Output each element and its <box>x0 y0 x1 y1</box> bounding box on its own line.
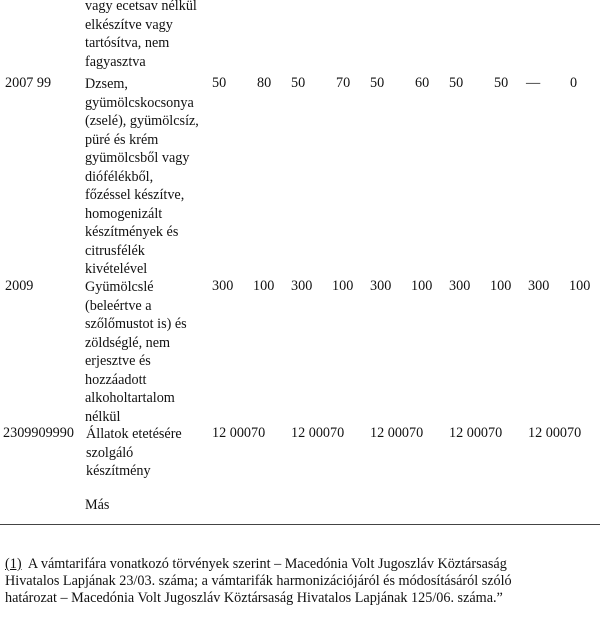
description-line: diófélékből, <box>85 168 154 185</box>
description-line: Dzsem, <box>85 76 128 92</box>
description-line: Állatok etetésére <box>86 426 182 442</box>
description-line: hozzáadott <box>85 371 147 388</box>
description-line: zöldséglé, nem <box>85 334 171 351</box>
product-description <box>86 425 216 481</box>
description-line: nélkül <box>85 408 121 425</box>
description-line: főzéssel készítve, <box>85 187 185 203</box>
duty-value: 12 00070 <box>291 425 345 441</box>
duty-value: — <box>526 75 541 91</box>
description-line: készítmény <box>86 463 151 479</box>
tariff-code: 2007 99 <box>5 75 52 91</box>
description-line: tartósítva, nem <box>85 35 170 51</box>
footnote-text: A vámtarifára vonatkozó törvények szerint – Macedónia Volt Jugoszláv Köztársaság <box>27 556 507 572</box>
description-line: szőlőmustot is) és <box>85 316 187 332</box>
duty-value: 100 <box>253 278 275 294</box>
duty-value: 50 <box>449 75 464 91</box>
description-line: elkészítve vagy <box>85 16 173 33</box>
tariff-code: 2009 <box>5 278 34 294</box>
description-line: alkoholtartalom <box>85 390 175 406</box>
duty-value: 100 <box>490 278 512 294</box>
duty-value: 100 <box>332 278 354 294</box>
description-line: homogenizált <box>85 205 163 222</box>
description-line: gyümölcsből vagy <box>85 150 190 166</box>
duty-value: 12 00070 <box>528 425 582 441</box>
description-line: vagy ecetsav nélkül <box>85 0 197 14</box>
duty-value: 300 <box>370 278 392 294</box>
duty-value: 50 <box>291 75 306 91</box>
description-line: szolgáló <box>86 444 134 461</box>
duty-value: 50 <box>212 75 227 91</box>
duty-value: 300 <box>528 278 550 294</box>
description-line: gyümölcskocsonya <box>85 94 194 111</box>
description-line: (beleértve a <box>85 297 152 314</box>
duty-value: 100 <box>411 278 433 294</box>
description-line: fagyasztva <box>85 53 146 70</box>
duty-value: 12 00070 <box>370 425 424 441</box>
other-label: Más <box>85 497 110 513</box>
duty-value: 80 <box>257 75 272 91</box>
duty-value: 0 <box>570 75 578 91</box>
product-description <box>85 75 215 279</box>
duty-value: 12 00070 <box>449 425 503 441</box>
description-line: készítmények és <box>85 224 179 240</box>
product-description <box>85 278 215 426</box>
duty-value: 100 <box>569 278 591 294</box>
duty-value: 50 <box>370 75 385 91</box>
tariff-code: 2309909990 <box>3 425 74 441</box>
duty-value: 70 <box>336 75 351 91</box>
description-line: (zselé), gyümölcsíz, <box>85 113 199 129</box>
duty-value: 300 <box>449 278 471 294</box>
description-line: Gyümölcslé <box>85 279 154 295</box>
duty-value: 300 <box>212 278 234 294</box>
description-line: kivételével <box>85 261 148 277</box>
duty-value: 60 <box>415 75 430 91</box>
description-line: citrusfélék <box>85 242 145 259</box>
footnote-line <box>5 556 597 573</box>
duty-value: 50 <box>494 75 509 91</box>
footnote <box>5 556 597 607</box>
duty-value: 300 <box>291 278 313 294</box>
continued-description-lines <box>85 0 215 71</box>
description-line: erjesztve és <box>85 353 151 369</box>
description-line: püré és krém <box>85 131 159 148</box>
footnote-line: határozat – Macedónia Volt Jugoszláv Köztársaság Hivatalos Lapjának 125/06. száma.” <box>5 590 503 606</box>
footnote-separator <box>0 524 600 525</box>
footnote-ref: (1) <box>5 556 22 572</box>
footnote-line: Hivatalos Lapjának 23/03. száma; a vámtarifák harmonizációjáról és módosításáról szóló <box>5 573 512 589</box>
duty-value: 12 00070 <box>212 425 266 441</box>
